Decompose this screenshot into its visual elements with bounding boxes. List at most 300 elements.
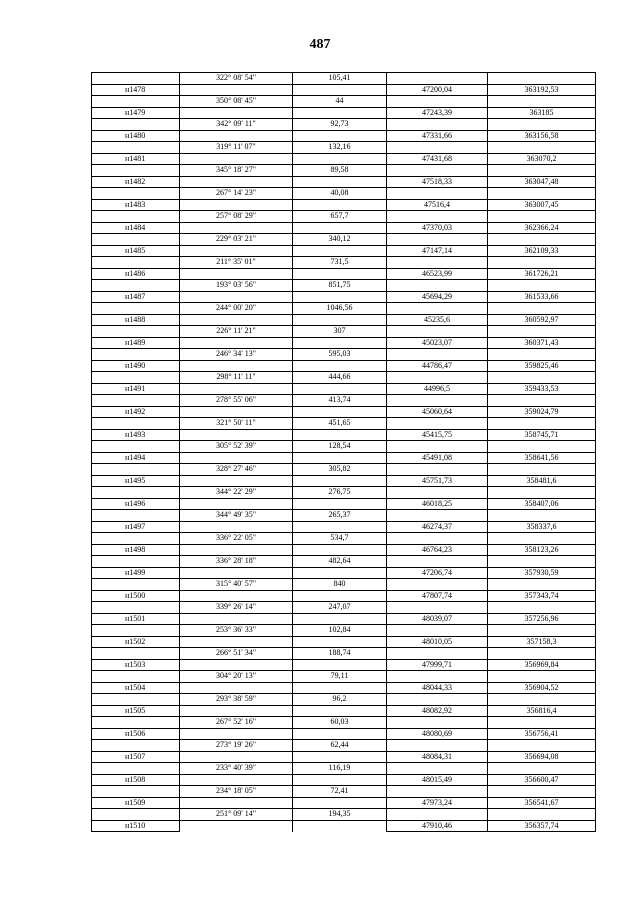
distance-cell-empty xyxy=(293,590,387,602)
angle-cell-empty xyxy=(180,659,293,671)
x-coordinate: 45415,75 xyxy=(387,429,488,441)
point-row xyxy=(92,429,596,441)
x-coordinate: 47807,74 xyxy=(387,590,488,602)
y-cell-empty xyxy=(488,648,596,660)
point-cell-empty xyxy=(92,786,180,798)
distance: 116,19 xyxy=(293,763,387,775)
direction-angle: 315° 40' 57" xyxy=(180,579,293,591)
x-cell-empty xyxy=(387,763,488,775)
point-cell-empty xyxy=(92,234,180,246)
distance-cell-empty xyxy=(293,452,387,464)
x-coordinate: 47999,71 xyxy=(387,659,488,671)
point-name: н1503 xyxy=(92,659,180,671)
y-coordinate: 363185 xyxy=(488,107,596,119)
point-name: н1498 xyxy=(92,544,180,556)
direction-angle: 234° 18' 05" xyxy=(180,786,293,798)
y-coordinate: 356600,47 xyxy=(488,774,596,786)
x-coordinate: 47200,04 xyxy=(387,84,488,96)
y-cell-empty xyxy=(488,142,596,154)
x-coordinate: 46018,25 xyxy=(387,498,488,510)
angle-cell-empty xyxy=(180,820,293,832)
page-number: 487 xyxy=(309,37,331,52)
distance-cell-empty xyxy=(293,107,387,119)
point-row xyxy=(92,84,596,96)
point-row xyxy=(92,774,596,786)
y-coordinate: 356756,41 xyxy=(488,728,596,740)
direction-angle: 328° 27' 46" xyxy=(180,464,293,476)
x-coordinate: 45060,64 xyxy=(387,406,488,418)
point-row xyxy=(92,406,596,418)
distance-cell-empty xyxy=(293,314,387,326)
x-coordinate: 45491,08 xyxy=(387,452,488,464)
point-name: н1485 xyxy=(92,245,180,257)
point-row xyxy=(92,728,596,740)
distance: 482,64 xyxy=(293,556,387,568)
point-row xyxy=(92,613,596,625)
x-cell-empty xyxy=(387,257,488,269)
y-cell-empty xyxy=(488,418,596,430)
distance: 40,08 xyxy=(293,188,387,200)
x-coordinate: 45751,73 xyxy=(387,475,488,487)
point-name: н1508 xyxy=(92,774,180,786)
x-coordinate: 44996,5 xyxy=(387,383,488,395)
y-cell-empty xyxy=(488,96,596,108)
y-cell-empty xyxy=(488,717,596,729)
angle-cell-empty xyxy=(180,636,293,648)
x-cell-empty xyxy=(387,648,488,660)
x-coordinate: 46764,23 xyxy=(387,544,488,556)
distance: 128,54 xyxy=(293,441,387,453)
x-cell-empty xyxy=(387,234,488,246)
x-cell-empty xyxy=(387,119,488,131)
distance-cell-empty xyxy=(293,659,387,671)
distance: 413,74 xyxy=(293,395,387,407)
point-cell-empty xyxy=(92,694,180,706)
angle-cell-empty xyxy=(180,337,293,349)
distance-cell-empty xyxy=(293,475,387,487)
x-coordinate: 48082,92 xyxy=(387,705,488,717)
distance-cell-empty xyxy=(293,199,387,211)
point-row xyxy=(92,222,596,234)
angle-cell-empty xyxy=(180,153,293,165)
y-cell-empty xyxy=(488,165,596,177)
point-cell-empty xyxy=(92,372,180,384)
angle-cell-empty xyxy=(180,475,293,487)
x-cell-empty xyxy=(387,533,488,545)
point-cell-empty xyxy=(92,165,180,177)
x-coordinate: 47516,4 xyxy=(387,199,488,211)
side-row xyxy=(92,211,596,223)
distance: 595,03 xyxy=(293,349,387,361)
point-row xyxy=(92,153,596,165)
distance-cell-empty xyxy=(293,636,387,648)
point-name: н1500 xyxy=(92,590,180,602)
x-cell-empty xyxy=(387,602,488,614)
point-row xyxy=(92,291,596,303)
distance-cell-empty xyxy=(293,774,387,786)
angle-cell-empty xyxy=(180,222,293,234)
angle-cell-empty xyxy=(180,797,293,809)
side-row xyxy=(92,372,596,384)
x-coordinate: 48044,33 xyxy=(387,682,488,694)
y-coordinate: 360592,97 xyxy=(488,314,596,326)
point-cell-empty xyxy=(92,119,180,131)
x-coordinate: 45694,29 xyxy=(387,291,488,303)
x-cell-empty xyxy=(387,96,488,108)
x-coordinate: 45235,6 xyxy=(387,314,488,326)
direction-angle: 193° 03' 56" xyxy=(180,280,293,292)
y-cell-empty xyxy=(488,349,596,361)
point-row xyxy=(92,544,596,556)
y-cell-empty xyxy=(488,786,596,798)
y-cell-empty xyxy=(488,119,596,131)
point-cell-empty xyxy=(92,510,180,522)
point-cell-empty xyxy=(92,280,180,292)
direction-angle: 251° 09' 14" xyxy=(180,809,293,821)
point-name: н1479 xyxy=(92,107,180,119)
point-name: н1492 xyxy=(92,406,180,418)
y-coordinate: 362109,33 xyxy=(488,245,596,257)
y-cell-empty xyxy=(488,487,596,499)
point-name: н1499 xyxy=(92,567,180,579)
distance: 451,65 xyxy=(293,418,387,430)
angle-cell-empty xyxy=(180,245,293,257)
y-coordinate: 359825,46 xyxy=(488,360,596,372)
x-cell-empty xyxy=(387,326,488,338)
y-coordinate: 357343,74 xyxy=(488,590,596,602)
x-cell-empty xyxy=(387,579,488,591)
point-name: н1482 xyxy=(92,176,180,188)
x-coordinate: 46523,99 xyxy=(387,268,488,280)
angle-cell-empty xyxy=(180,613,293,625)
distance-cell-empty xyxy=(293,521,387,533)
point-name: н1496 xyxy=(92,498,180,510)
distance: 89,58 xyxy=(293,165,387,177)
y-cell-empty xyxy=(488,556,596,568)
point-name: н1504 xyxy=(92,682,180,694)
y-coordinate: 363070,2 xyxy=(488,153,596,165)
point-cell-empty xyxy=(92,648,180,660)
x-coordinate: 48084,31 xyxy=(387,751,488,763)
angle-cell-empty xyxy=(180,176,293,188)
point-cell-empty xyxy=(92,671,180,683)
direction-angle: 336° 22' 05" xyxy=(180,533,293,545)
coordinates-table xyxy=(91,72,596,832)
y-cell-empty xyxy=(488,303,596,315)
point-cell-empty xyxy=(92,717,180,729)
direction-angle: 350° 08' 45" xyxy=(180,96,293,108)
y-cell-empty xyxy=(488,441,596,453)
side-row xyxy=(92,602,596,614)
distance-cell-empty xyxy=(293,820,387,832)
direction-angle: 233° 40' 39" xyxy=(180,763,293,775)
x-cell-empty xyxy=(387,73,488,85)
y-coordinate: 357158,3 xyxy=(488,636,596,648)
x-cell-empty xyxy=(387,487,488,499)
distance-cell-empty xyxy=(293,429,387,441)
distance-cell-empty xyxy=(293,291,387,303)
x-cell-empty xyxy=(387,694,488,706)
x-cell-empty xyxy=(387,395,488,407)
y-cell-empty xyxy=(488,280,596,292)
side-row xyxy=(92,740,596,752)
side-row xyxy=(92,648,596,660)
x-cell-empty xyxy=(387,211,488,223)
side-row xyxy=(92,786,596,798)
x-cell-empty xyxy=(387,372,488,384)
angle-cell-empty xyxy=(180,751,293,763)
y-coordinate: 356357,74 xyxy=(488,820,596,832)
point-name: н1488 xyxy=(92,314,180,326)
point-cell-empty xyxy=(92,809,180,821)
y-cell-empty xyxy=(488,188,596,200)
direction-angle: 339° 26' 14" xyxy=(180,602,293,614)
side-row xyxy=(92,234,596,246)
point-cell-empty xyxy=(92,257,180,269)
direction-angle: 344° 22' 29" xyxy=(180,487,293,499)
distance-cell-empty xyxy=(293,268,387,280)
x-coordinate: 47147,14 xyxy=(387,245,488,257)
y-coordinate: 359433,53 xyxy=(488,383,596,395)
angle-cell-empty xyxy=(180,429,293,441)
point-row xyxy=(92,337,596,349)
distance-cell-empty xyxy=(293,222,387,234)
point-row xyxy=(92,475,596,487)
side-row xyxy=(92,694,596,706)
side-row xyxy=(92,510,596,522)
x-cell-empty xyxy=(387,349,488,361)
distance: 265,37 xyxy=(293,510,387,522)
x-cell-empty xyxy=(387,188,488,200)
point-cell-empty xyxy=(92,73,180,85)
point-name: н1490 xyxy=(92,360,180,372)
direction-angle: 226° 11' 21" xyxy=(180,326,293,338)
direction-angle: 267° 14' 23" xyxy=(180,188,293,200)
distance-cell-empty xyxy=(293,544,387,556)
y-cell-empty xyxy=(488,602,596,614)
point-name: н1493 xyxy=(92,429,180,441)
angle-cell-empty xyxy=(180,705,293,717)
y-coordinate: 361533,66 xyxy=(488,291,596,303)
point-cell-empty xyxy=(92,211,180,223)
point-row xyxy=(92,820,596,832)
y-cell-empty xyxy=(488,533,596,545)
x-cell-empty xyxy=(387,142,488,154)
y-coordinate: 356694,08 xyxy=(488,751,596,763)
distance-cell-empty xyxy=(293,176,387,188)
distance-cell-empty xyxy=(293,406,387,418)
point-row xyxy=(92,567,596,579)
y-coordinate: 356816,4 xyxy=(488,705,596,717)
point-row xyxy=(92,498,596,510)
x-coordinate: 47518,33 xyxy=(387,176,488,188)
y-coordinate: 363192,53 xyxy=(488,84,596,96)
y-cell-empty xyxy=(488,625,596,637)
x-coordinate: 46274,37 xyxy=(387,521,488,533)
x-coordinate: 47331,66 xyxy=(387,130,488,142)
x-cell-empty xyxy=(387,418,488,430)
y-cell-empty xyxy=(488,464,596,476)
point-cell-empty xyxy=(92,740,180,752)
y-coordinate: 363047,48 xyxy=(488,176,596,188)
distance: 105,41 xyxy=(293,73,387,85)
point-row xyxy=(92,314,596,326)
angle-cell-empty xyxy=(180,590,293,602)
point-name: н1510 xyxy=(92,820,180,832)
y-coordinate: 358123,26 xyxy=(488,544,596,556)
side-row xyxy=(92,625,596,637)
distance-cell-empty xyxy=(293,728,387,740)
x-cell-empty xyxy=(387,625,488,637)
distance: 534,7 xyxy=(293,533,387,545)
distance-cell-empty xyxy=(293,245,387,257)
point-cell-empty xyxy=(92,602,180,614)
direction-angle: 319° 11' 07" xyxy=(180,142,293,154)
point-row xyxy=(92,751,596,763)
y-coordinate: 359024,79 xyxy=(488,406,596,418)
point-row xyxy=(92,659,596,671)
y-coordinate: 363007,45 xyxy=(488,199,596,211)
point-cell-empty xyxy=(92,142,180,154)
point-cell-empty xyxy=(92,556,180,568)
side-row xyxy=(92,257,596,269)
side-row xyxy=(92,533,596,545)
side-row xyxy=(92,717,596,729)
y-coordinate: 361726,21 xyxy=(488,268,596,280)
x-cell-empty xyxy=(387,280,488,292)
point-row xyxy=(92,636,596,648)
angle-cell-empty xyxy=(180,774,293,786)
point-cell-empty xyxy=(92,441,180,453)
x-cell-empty xyxy=(387,510,488,522)
distance: 840 xyxy=(293,579,387,591)
x-cell-empty xyxy=(387,165,488,177)
side-row xyxy=(92,326,596,338)
direction-angle: 342° 09' 11" xyxy=(180,119,293,131)
point-row xyxy=(92,199,596,211)
coordinates-table-body xyxy=(92,73,596,832)
distance: 305,82 xyxy=(293,464,387,476)
y-coordinate: 358745,71 xyxy=(488,429,596,441)
distance-cell-empty xyxy=(293,705,387,717)
x-coordinate: 47973,24 xyxy=(387,797,488,809)
distance: 60,03 xyxy=(293,717,387,729)
distance: 340,12 xyxy=(293,234,387,246)
angle-cell-empty xyxy=(180,567,293,579)
x-coordinate: 47243,39 xyxy=(387,107,488,119)
y-coordinate: 358407,06 xyxy=(488,498,596,510)
point-name: н1502 xyxy=(92,636,180,648)
distance-cell-empty xyxy=(293,84,387,96)
direction-angle: 322° 08' 54" xyxy=(180,73,293,85)
distance: 851,75 xyxy=(293,280,387,292)
y-coordinate: 358641,56 xyxy=(488,452,596,464)
side-row xyxy=(92,579,596,591)
point-name: н1495 xyxy=(92,475,180,487)
direction-angle: 305° 52' 39" xyxy=(180,441,293,453)
x-coordinate: 47910,46 xyxy=(387,820,488,832)
distance: 247,07 xyxy=(293,602,387,614)
point-cell-empty xyxy=(92,487,180,499)
distance: 132,16 xyxy=(293,142,387,154)
x-cell-empty xyxy=(387,786,488,798)
x-coordinate: 47370,03 xyxy=(387,222,488,234)
direction-angle: 304° 20' 13" xyxy=(180,671,293,683)
distance-cell-empty xyxy=(293,567,387,579)
y-cell-empty xyxy=(488,510,596,522)
distance: 72,41 xyxy=(293,786,387,798)
x-cell-empty xyxy=(387,671,488,683)
angle-cell-empty xyxy=(180,130,293,142)
point-cell-empty xyxy=(92,349,180,361)
point-name: н1480 xyxy=(92,130,180,142)
y-coordinate: 363156,58 xyxy=(488,130,596,142)
side-row xyxy=(92,418,596,430)
angle-cell-empty xyxy=(180,383,293,395)
side-row xyxy=(92,188,596,200)
distance: 62,44 xyxy=(293,740,387,752)
y-cell-empty xyxy=(488,694,596,706)
distance-cell-empty xyxy=(293,153,387,165)
distance-cell-empty xyxy=(293,751,387,763)
direction-angle: 266° 51' 34" xyxy=(180,648,293,660)
point-row xyxy=(92,682,596,694)
distance: 194,35 xyxy=(293,809,387,821)
direction-angle: 267° 52' 16" xyxy=(180,717,293,729)
angle-cell-empty xyxy=(180,682,293,694)
x-coordinate: 44786,47 xyxy=(387,360,488,372)
direction-angle: 273° 19' 26" xyxy=(180,740,293,752)
distance-cell-empty xyxy=(293,613,387,625)
distance: 79,11 xyxy=(293,671,387,683)
y-coordinate: 362366,24 xyxy=(488,222,596,234)
point-cell-empty xyxy=(92,395,180,407)
y-cell-empty xyxy=(488,671,596,683)
direction-angle: 336° 28' 18" xyxy=(180,556,293,568)
y-coordinate: 360371,43 xyxy=(488,337,596,349)
angle-cell-empty xyxy=(180,498,293,510)
point-row xyxy=(92,107,596,119)
point-cell-empty xyxy=(92,303,180,315)
point-row xyxy=(92,705,596,717)
direction-angle: 298° 11' 11" xyxy=(180,372,293,384)
side-row xyxy=(92,142,596,154)
side-row xyxy=(92,349,596,361)
angle-cell-empty xyxy=(180,521,293,533)
side-row xyxy=(92,96,596,108)
distance: 657,7 xyxy=(293,211,387,223)
distance: 102,84 xyxy=(293,625,387,637)
side-row xyxy=(92,487,596,499)
point-name: н1494 xyxy=(92,452,180,464)
angle-cell-empty xyxy=(180,268,293,280)
point-name: н1489 xyxy=(92,337,180,349)
point-cell-empty xyxy=(92,326,180,338)
distance: 307 xyxy=(293,326,387,338)
point-row xyxy=(92,590,596,602)
point-cell-empty xyxy=(92,625,180,637)
point-name: н1505 xyxy=(92,705,180,717)
distance-cell-empty xyxy=(293,337,387,349)
y-cell-empty xyxy=(488,211,596,223)
distance: 276,75 xyxy=(293,487,387,499)
side-row xyxy=(92,809,596,821)
point-cell-empty xyxy=(92,579,180,591)
side-row xyxy=(92,671,596,683)
x-cell-empty xyxy=(387,464,488,476)
distance-cell-empty xyxy=(293,797,387,809)
point-row xyxy=(92,383,596,395)
